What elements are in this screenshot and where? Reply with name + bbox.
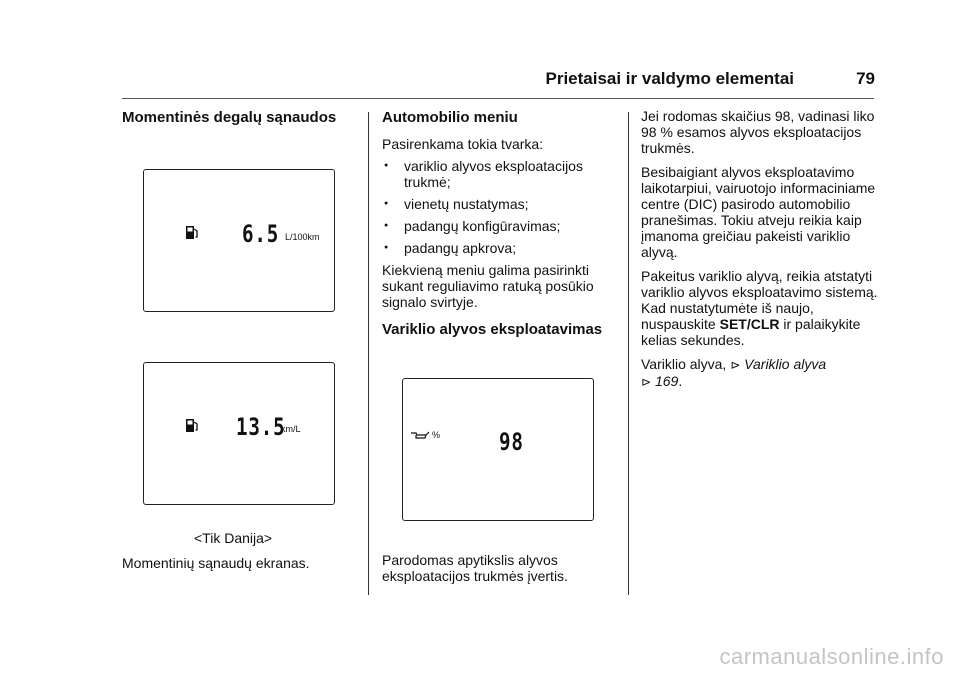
- section-heading-vehicle-menu: Automobilio meniu: [382, 109, 518, 126]
- figure-caption-fuel: Momentinių sąnaudų ekranas.: [122, 555, 310, 571]
- page-number: 79: [856, 69, 875, 88]
- list-item: ● padangų apkrova;: [382, 240, 620, 256]
- column-divider-2: [628, 112, 629, 595]
- fuel-unit-km: km/L: [281, 424, 301, 434]
- figure-caption-oil: Parodomas apytikslis alyvos eksploatacijos trukmės įvertis.: [382, 552, 568, 584]
- menu-intro: Pasirenkama tokia tvarka:: [382, 136, 544, 152]
- oil-paragraph-3: [641, 268, 879, 348]
- list-item: ● variklio alyvos eksploatacijos trukmė;: [382, 158, 620, 190]
- fuel-pump-icon: [185, 224, 199, 240]
- country-note: <Tik Danija>: [194, 530, 273, 546]
- section-heading-oil-life: Variklio alyvos eksploatavimas: [382, 321, 603, 338]
- list-item: ● padangų konfigūravimas;: [382, 218, 620, 234]
- oil-paragraph-3-tail: ir palaikykite kelias sekundes.: [641, 316, 861, 348]
- reference-arrow-icon: ⊳: [730, 358, 741, 372]
- menu-order-list: [382, 158, 620, 256]
- set-clr-label: SET/CLR: [719, 316, 780, 332]
- fuel-display-liters: [143, 169, 335, 312]
- fuel-display-km: [143, 362, 335, 505]
- section-heading-fuel: Momentinės degalų sąnaudos: [122, 109, 337, 126]
- fuel-unit-liters: L/100km: [285, 232, 320, 242]
- fuel-pump-icon: [185, 417, 199, 433]
- oil-can-icon: [410, 431, 430, 439]
- watermark: carmanualsonline.info: [719, 644, 944, 669]
- oil-paragraph-3-text: Pakeitus variklio alyvą, reikia atstatyti variklio alyvos eksploatavimo sistemą. Kad nustatytumėte iš naujo, nuspauskite: [641, 268, 878, 332]
- oil-paragraph-2: Besibaigiant alyvos eksploatavimo laikotarpiui, vairuotojo informaciniame centre (DIC) pasirodo automobilio pranešimas. Tokiu atveju reikia kaip įmanoma greičiau pakeisti variklio alyvą.: [641, 164, 876, 260]
- fuel-value-liters: 6.5: [242, 220, 280, 248]
- column-3: [641, 108, 879, 390]
- fuel-value-km: 13.5: [236, 413, 286, 441]
- column-divider-1: [368, 112, 369, 595]
- oil-life-value: 98: [499, 428, 524, 456]
- cross-reference-page[interactable]: 169: [654, 373, 679, 389]
- cross-reference: Variklio alyva, ⊳ Variklio alyva ⊳ 169.: [641, 356, 827, 389]
- page-header-title: Prietaisai ir valdymo elementai: [545, 69, 794, 88]
- header-rule: [122, 98, 874, 99]
- reference-arrow-icon: ⊳: [641, 375, 652, 389]
- oil-percent-label: %: [432, 430, 441, 440]
- oil-paragraph-1: Jei rodomas skaičius 98, vadinasi liko 98 % esamos alyvos eksploatacijos trukmės.: [641, 108, 875, 156]
- oil-life-display: [402, 378, 594, 521]
- column-2: [382, 108, 620, 340]
- cross-reference-link[interactable]: Variklio alyva: [744, 356, 827, 372]
- cross-reference-text: Variklio alyva,: [641, 356, 727, 372]
- list-item: ● vienetų nustatymas;: [382, 196, 620, 212]
- menu-paragraph: Kiekvieną meniu galima pasirinkti sukant reguliavimo ratuką posūkio signalo svirtyje.: [382, 262, 594, 310]
- column-1: [122, 108, 358, 128]
